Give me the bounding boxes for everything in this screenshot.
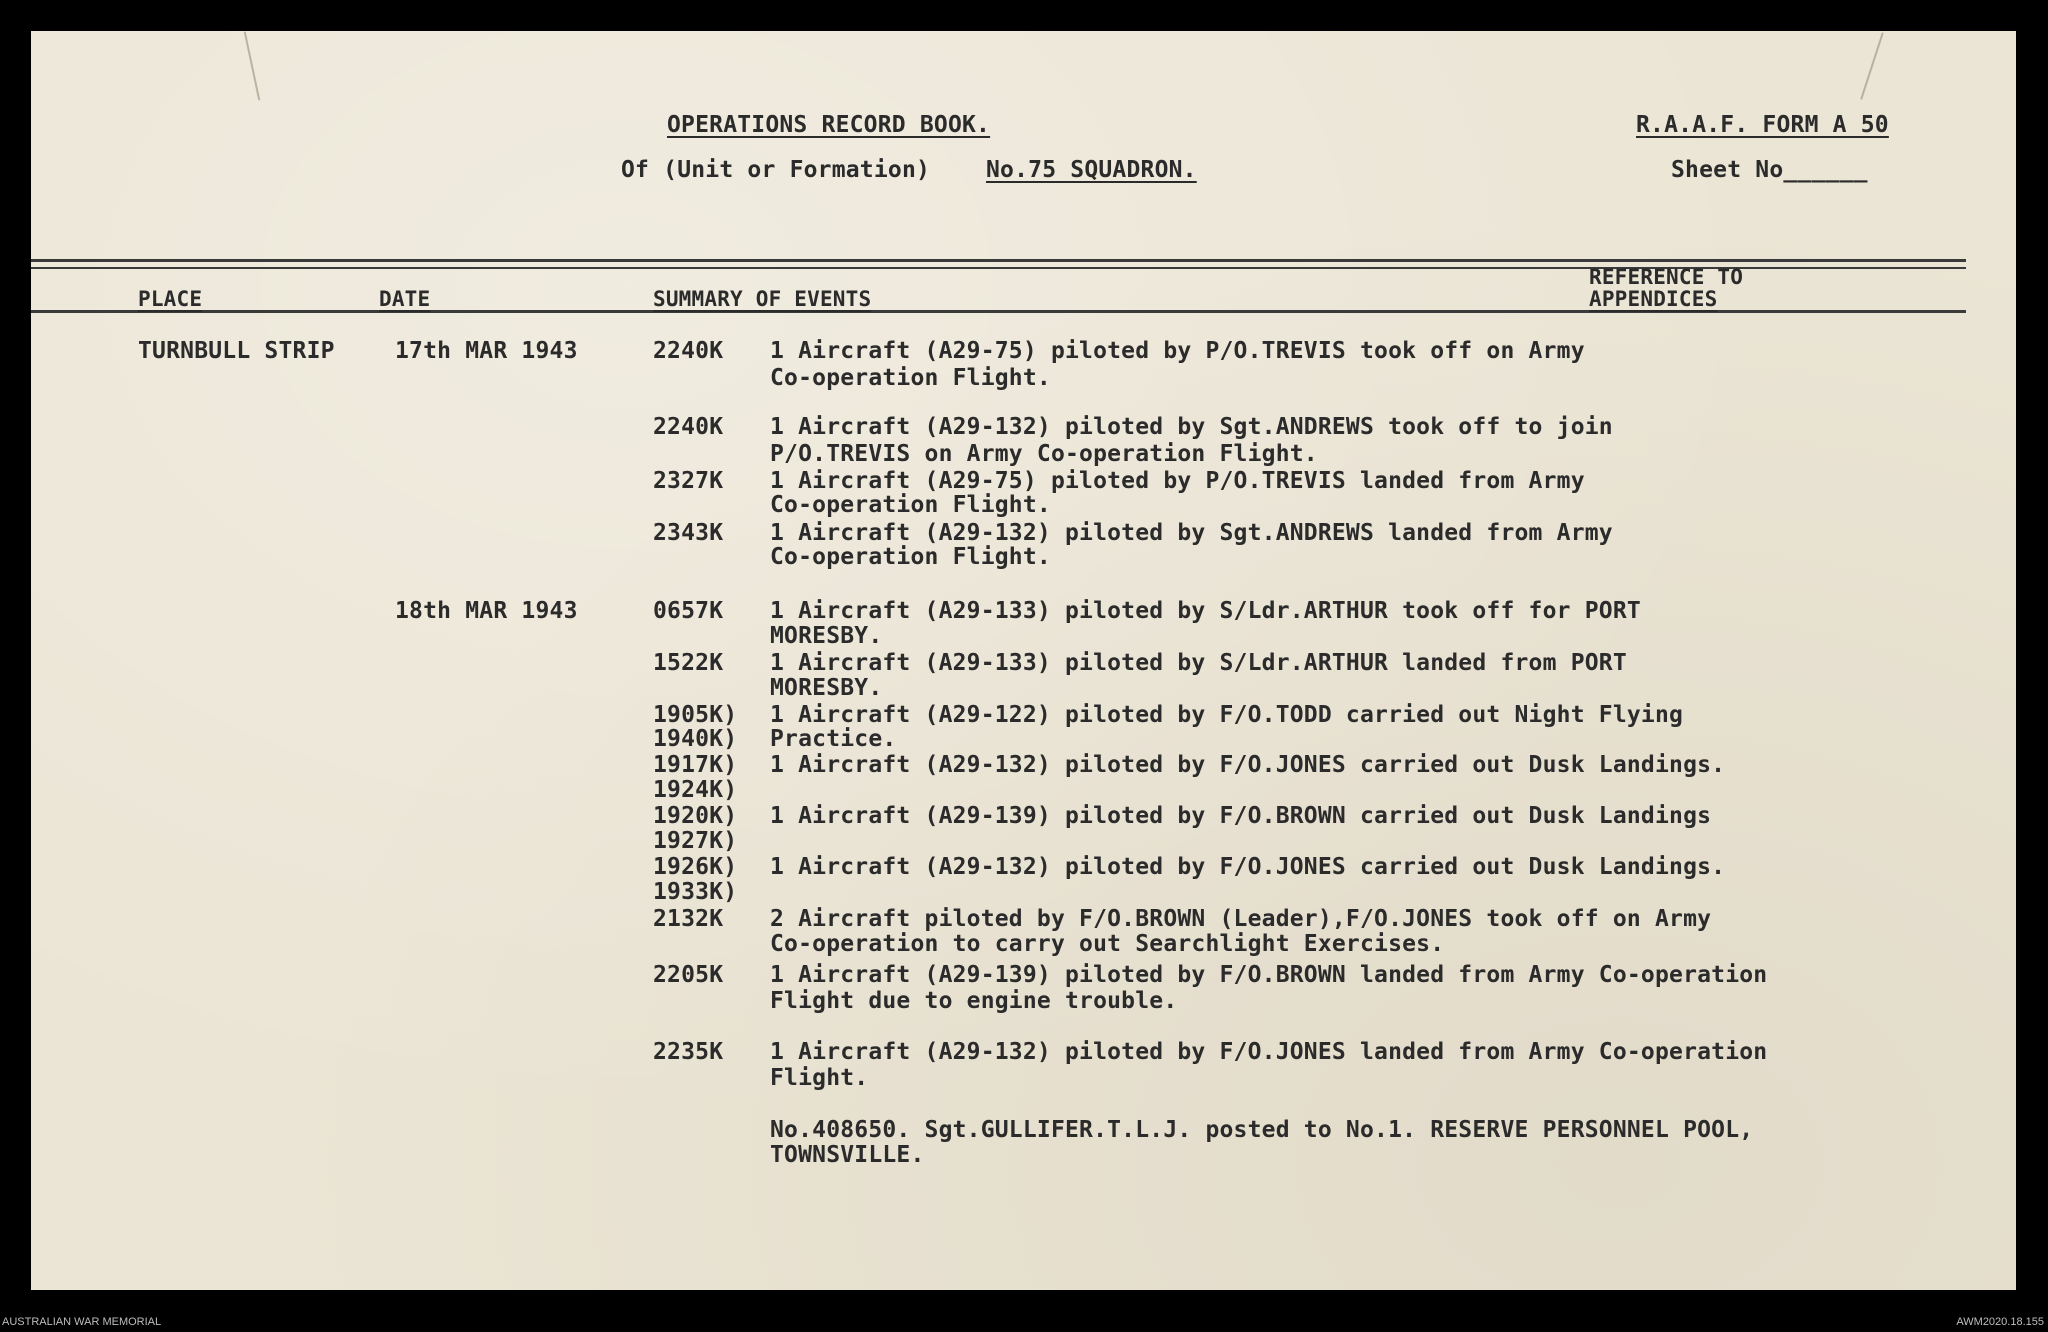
entry-text-line: 1 Aircraft (A29-139) piloted by F/O.BROWN carried out Dusk Landings	[770, 803, 1712, 829]
entry-time: 1905K)	[653, 702, 738, 728]
entry-time: 1924K)	[653, 777, 738, 803]
entry-time: 0657K	[653, 598, 724, 624]
entry-text-line: Flight.	[770, 1065, 869, 1091]
place-entry: TURNBULL STRIP	[138, 338, 335, 364]
entry-text-line: P/O.TREVIS on Army Co-operation Flight.	[770, 441, 1318, 467]
sheet-number: Sheet No______	[1671, 157, 1868, 183]
column-summary: SUMMARY OF EVENTS	[653, 287, 872, 311]
entry-time: 1940K)	[653, 726, 738, 752]
entry-text-line: Co-operation Flight.	[770, 365, 1051, 391]
document-page	[31, 31, 2016, 1290]
entry-time: 1927K)	[653, 828, 738, 854]
column-date: DATE	[379, 287, 431, 311]
header-rule-top	[31, 259, 1966, 262]
entry-text-line: 1 Aircraft (A29-132) piloted by Sgt.ANDREWS took off to join	[770, 414, 1613, 440]
entry-text-line: No.408650. Sgt.GULLIFER.T.L.J. posted to No.1. RESERVE PERSONNEL POOL,	[770, 1117, 1754, 1143]
entry-text-line: Co-operation to carry out Searchlight Exercises.	[770, 931, 1445, 957]
form-number: R.A.A.F. FORM A 50	[1636, 112, 1889, 138]
entry-text-line: 1 Aircraft (A29-75) piloted by P/O.TREVIS took off on Army	[770, 338, 1585, 364]
entry-time: 2343K	[653, 520, 724, 546]
entry-text-line: MORESBY.	[770, 623, 883, 649]
entry-time: 1522K	[653, 650, 724, 676]
entry-text-line: 2 Aircraft piloted by F/O.BROWN (Leader),F/O.JONES took off on Army	[770, 906, 1712, 932]
entry-time: 1926K)	[653, 854, 738, 880]
entry-text-line: Flight due to engine trouble.	[770, 988, 1178, 1014]
entry-text-line: 1 Aircraft (A29-133) piloted by S/Ldr.ARTHUR took off for PORT	[770, 598, 1641, 624]
unit-name: No.75 SQUADRON.	[986, 157, 1197, 183]
entry-time: 2235K	[653, 1039, 724, 1065]
date-entry-18-mar: 18th MAR 1943	[395, 598, 578, 624]
entry-text-line: 1 Aircraft (A29-132) piloted by Sgt.ANDREWS landed from Army	[770, 520, 1613, 546]
column-place: PLACE	[138, 287, 203, 311]
entry-time: 2132K	[653, 906, 724, 932]
archive-credit: AUSTRALIAN WAR MEMORIAL	[2, 1316, 162, 1328]
entry-text-line: TOWNSVILLE.	[770, 1142, 925, 1168]
entry-time: 1933K)	[653, 879, 738, 905]
entry-text-line: 1 Aircraft (A29-75) piloted by P/O.TREVIS landed from Army	[770, 468, 1585, 494]
unit-label: Of (Unit or Formation)	[621, 157, 931, 183]
entry-text-line: MORESBY.	[770, 675, 883, 701]
entry-time: 2205K	[653, 962, 724, 988]
archive-reference: AWM2020.18.155	[1956, 1316, 2044, 1328]
entry-time: 2240K	[653, 414, 724, 440]
entry-text-line: 1 Aircraft (A29-139) piloted by F/O.BROWN landed from Army Co-operation	[770, 962, 1768, 988]
entry-time: 1917K)	[653, 752, 738, 778]
entry-time: 1920K)	[653, 803, 738, 829]
page-title: OPERATIONS RECORD BOOK.	[667, 112, 991, 138]
entry-text-line: 1 Aircraft (A29-132) piloted by F/O.JONES landed from Army Co-operation	[770, 1039, 1768, 1065]
entry-time: 2240K	[653, 338, 724, 364]
entry-text-line: 1 Aircraft (A29-132) piloted by F/O.JONES carried out Dusk Landings.	[770, 854, 1726, 880]
entry-text-line: Practice.	[770, 726, 897, 752]
entry-text-line: 1 Aircraft (A29-122) piloted by F/O.TODD carried out Night Flying	[770, 702, 1684, 728]
entry-text-line: Co-operation Flight.	[770, 544, 1051, 570]
paper-fold-right	[1860, 32, 1884, 99]
entry-text-line: 1 Aircraft (A29-133) piloted by S/Ldr.ARTHUR landed from PORT	[770, 650, 1627, 676]
column-reference-line2: APPENDICES	[1589, 287, 1718, 311]
date-entry-17-mar: 17th MAR 1943	[395, 338, 578, 364]
entry-text-line: 1 Aircraft (A29-132) piloted by F/O.JONES carried out Dusk Landings.	[770, 752, 1726, 778]
paper-fold-left	[244, 32, 261, 101]
column-reference-line1: REFERENCE TO	[1589, 265, 1744, 289]
entry-text-line: Co-operation Flight.	[770, 492, 1051, 518]
entry-time: 2327K	[653, 468, 724, 494]
